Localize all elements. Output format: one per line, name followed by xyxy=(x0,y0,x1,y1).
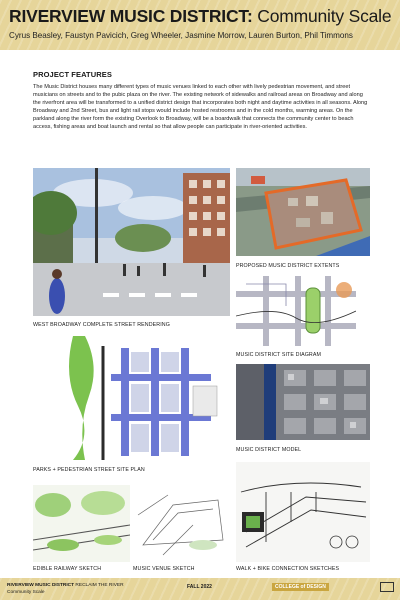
caption-site-plan: PARKS + PEDESTRIAN STREET SITE PLAN xyxy=(33,467,145,473)
header-banner xyxy=(0,0,400,50)
walk-bike-image xyxy=(236,462,370,562)
caption-railway: EDIBLE RAILWAY SKETCH xyxy=(33,566,102,572)
footer-term: FALL 2022 xyxy=(187,584,212,590)
footer-subtitle: Community Scale xyxy=(7,590,45,595)
caption-walk-bike: WALK + BIKE CONNECTION SKETCHES xyxy=(236,566,340,572)
university-logo-icon xyxy=(380,582,394,592)
poster-title: RIVERVIEW MUSIC DISTRICT: Community Scale xyxy=(9,6,392,26)
college-logo: COLLEGE of DESIGN xyxy=(272,583,329,591)
edible-railway-image xyxy=(33,485,130,562)
street-rendering-image xyxy=(33,168,230,316)
site-plan-image xyxy=(33,336,231,460)
caption-street-rendering: WEST BROADWAY COMPLETE STREET RENDERING xyxy=(33,322,170,328)
caption-district-extents: PROPOSED MUSIC DISTRICT EXTENTS xyxy=(236,263,340,269)
caption-site-diagram: MUSIC DISTRICT SITE DIAGRAM xyxy=(236,352,322,358)
district-extents-image xyxy=(236,168,370,256)
project-features-heading: PROJECT FEATURES xyxy=(33,70,112,79)
author-list: Cyrus Beasley, Faustyn Pavicich, Greg Wheeler, Jasmine Morrow, Lauren Burton, Phil Timmons xyxy=(9,31,353,40)
footer-banner xyxy=(0,578,400,600)
model-image xyxy=(236,364,370,440)
caption-model: MUSIC DISTRICT MODEL xyxy=(236,447,302,453)
project-features-text: The Music District houses many different types of music venues linked to each other with lively pedestrian movement, and street musicians on streets and to the pubic plaza on the river. The existing network of sidewalks and railroad areas on Broadway and along the riverfront area will be transformed to a unified district design that incorporates both night and daytime activities in all seasons. Along Broadway and 2nd Street, bus and light rail stops would include hosted restrooms and in the cold months, warming areas. On the parkland along the river form the existing Overlook to Broadway, will be a boardwalk that connects the community center to beach access, fishing areas and boat launch and rental so that allow people can participate in river-oriented activities. xyxy=(33,84,368,130)
caption-venue: MUSIC VENUE SKETCH xyxy=(133,566,195,572)
site-diagram-image xyxy=(236,276,356,346)
music-venue-image xyxy=(133,485,231,562)
footer-project: RIVERVIEW MUSIC DISTRICT RECLAIM THE RIVER xyxy=(7,583,124,588)
